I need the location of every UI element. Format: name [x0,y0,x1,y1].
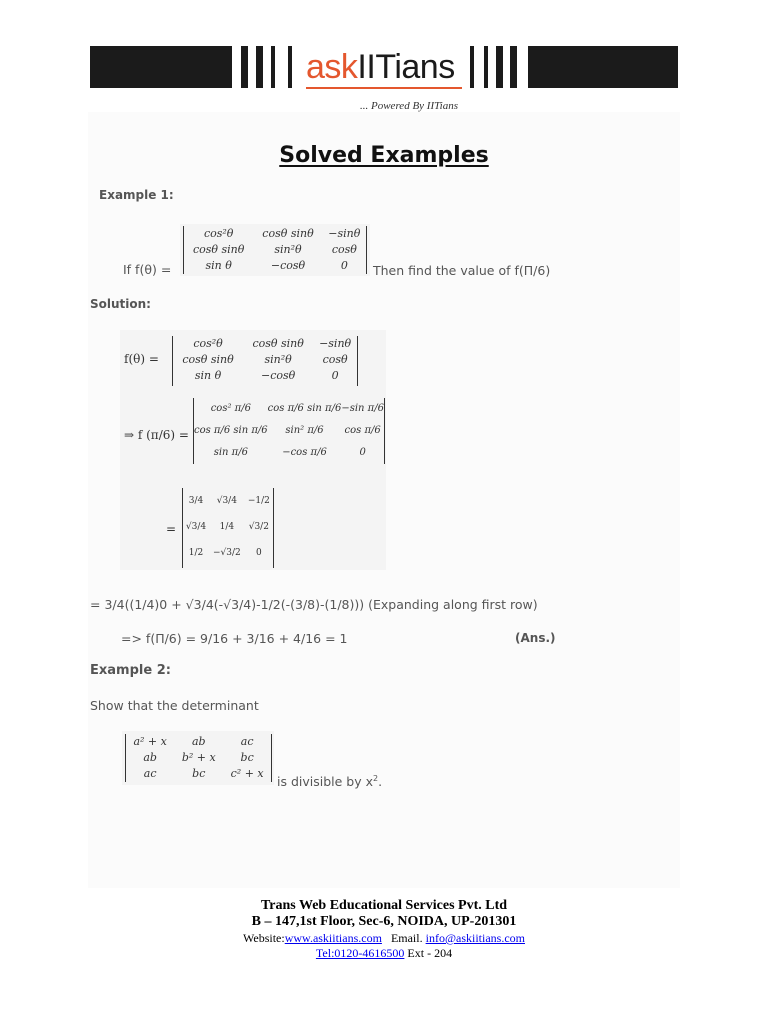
matrix-cell: sin θ [194,369,222,382]
example2-determinant [125,734,272,782]
matrix-row [126,766,271,782]
exponent: 2 [373,774,379,783]
matrix-cell: −cosθ [261,369,296,382]
matrix-cell: ac [240,735,254,748]
matrix-cell: a² + x [133,735,167,748]
footer-phone [0,946,768,961]
matrix-cell: cos π/6 sin π/6 [267,403,342,414]
matrix-cell: ab [191,735,206,748]
header-stripe [496,46,503,88]
matrix-cell: √3/2 [248,522,269,532]
matrix-cell: cos π/6 [344,425,381,436]
matrix-cell: bc [240,751,254,764]
email-label: Email. [390,931,423,945]
example2-show-text: Show that the determinant [90,698,259,713]
matrix-cell: √3/4 [185,522,207,532]
matrix-row [173,368,357,384]
ext-label: Ext - 204 [407,946,453,960]
divisible-text: is divisible by x [277,774,373,790]
matrix-row [184,242,366,258]
matrix-row [194,398,384,420]
matrix-cell: 0 [331,369,339,382]
header-bar-right [528,46,678,88]
logo-iitians: IITians [357,48,455,86]
matrix-cell: cos²θ [193,337,223,350]
website-label: Website: [243,931,285,945]
matrix-row [126,734,271,750]
example1-if-label: If f(θ) = [123,262,172,277]
matrix-cell: −cos π/6 [282,447,327,458]
matrix-cell: cosθ [322,353,348,366]
header-stripe [470,46,474,88]
example1-determinant [183,226,367,274]
example1-heading: Example 1: [99,188,174,202]
solution-heading: Solution: [90,297,151,311]
pi6-determinant [193,398,385,464]
header-stripe [271,46,275,88]
matrix-cell: cosθ sinθ [182,353,234,366]
matrix-cell: cos π/6 sin π/6 [194,425,268,436]
matrix-cell: −sinθ [328,227,361,240]
footer-address: B – 147,1st Floor, Sec-6, NOIDA, UP-201301 [251,914,517,929]
header-stripe [256,46,263,88]
matrix-cell: 1/4 [219,522,235,532]
example1-then-text: Then find the value of f(Π/6) [373,263,551,278]
matrix-cell: sin²θ [264,353,292,366]
matrix-row [183,514,273,540]
matrix-cell: cosθ [331,243,357,256]
matrix-cell: c² + x [230,767,264,780]
matrix-cell: sin θ [205,259,232,272]
solution-determinant [172,336,358,386]
matrix-row [126,750,271,766]
matrix-cell: b² + x [181,751,216,764]
header-stripe [288,46,292,88]
matrix-row [173,352,357,368]
matrix-cell: cosθ sinθ [262,227,314,240]
matrix-row [183,488,273,514]
matrix-cell: cosθ sinθ [252,337,304,350]
matrix-cell: sin π/6 [213,447,248,458]
header-bar-left [90,46,232,88]
matrix-cell: −sinθ [319,337,352,350]
matrix-cell: cos² π/6 [210,403,251,414]
matrix-row [184,226,366,242]
matrix-cell: 0 [340,259,348,272]
website-link[interactable]: www.askiitians.com [284,931,382,945]
tagline: ... Powered By IITians [360,100,458,112]
askiitians-logo [306,48,455,87]
email-link[interactable]: info@askiitians.com [425,931,525,945]
expansion-text: = 3/4((1/4)0 + √3/4(-√3/4)-1/2(-(3/8)-(1/8))) (Expanding along first row) [90,597,538,612]
matrix-cell: sin²θ [274,243,302,256]
header-stripe [484,46,488,88]
example2-heading: Example 2: [90,663,171,678]
matrix-cell: 1/2 [188,548,204,558]
f-theta-label: f(θ) = [124,352,159,366]
matrix-cell: 0 [359,447,366,458]
matrix-row [184,258,366,274]
matrix-row [173,336,357,352]
matrix-cell: ac [143,767,157,780]
matrix-cell: sin² π/6 [285,425,324,436]
equals-label: = [166,522,177,536]
matrix-cell: 3/4 [188,496,204,506]
period: . [378,774,383,790]
matrix-cell: cos²θ [203,227,234,240]
matrix-cell: cosθ sinθ [192,243,245,256]
matrix-cell: −sin π/6 [341,403,384,414]
logo-ask: ask [306,48,358,86]
matrix-cell: bc [192,767,206,780]
matrix-cell: ab [143,751,157,764]
matrix-cell: −√3/2 [212,548,241,558]
matrix-cell: −cosθ [270,259,306,272]
matrix-cell: 0 [255,548,262,558]
matrix-row [194,420,384,442]
matrix-cell: −1/2 [247,496,270,506]
header-stripe [510,46,517,88]
logo-underline [306,87,462,89]
numeric-determinant [182,488,274,568]
result-text: => f(Π/6) = 9/16 + 3/16 + 4/16 = 1 [121,631,348,646]
f-pi6-label: ⇒ f (π/6) = [124,428,189,442]
header-stripe [241,46,248,88]
example2-divisible-text [277,774,382,789]
matrix-cell: √3/4 [216,496,237,506]
tel-link[interactable]: Tel:0120-4616500 [315,946,405,960]
answer-label: (Ans.) [515,631,556,645]
footer-company: Trans Web Educational Services Pvt. Ltd [260,898,508,913]
matrix-row [194,442,384,464]
page-title: Solved Examples [279,143,489,168]
matrix-row [183,540,273,566]
footer-contact [0,931,768,946]
